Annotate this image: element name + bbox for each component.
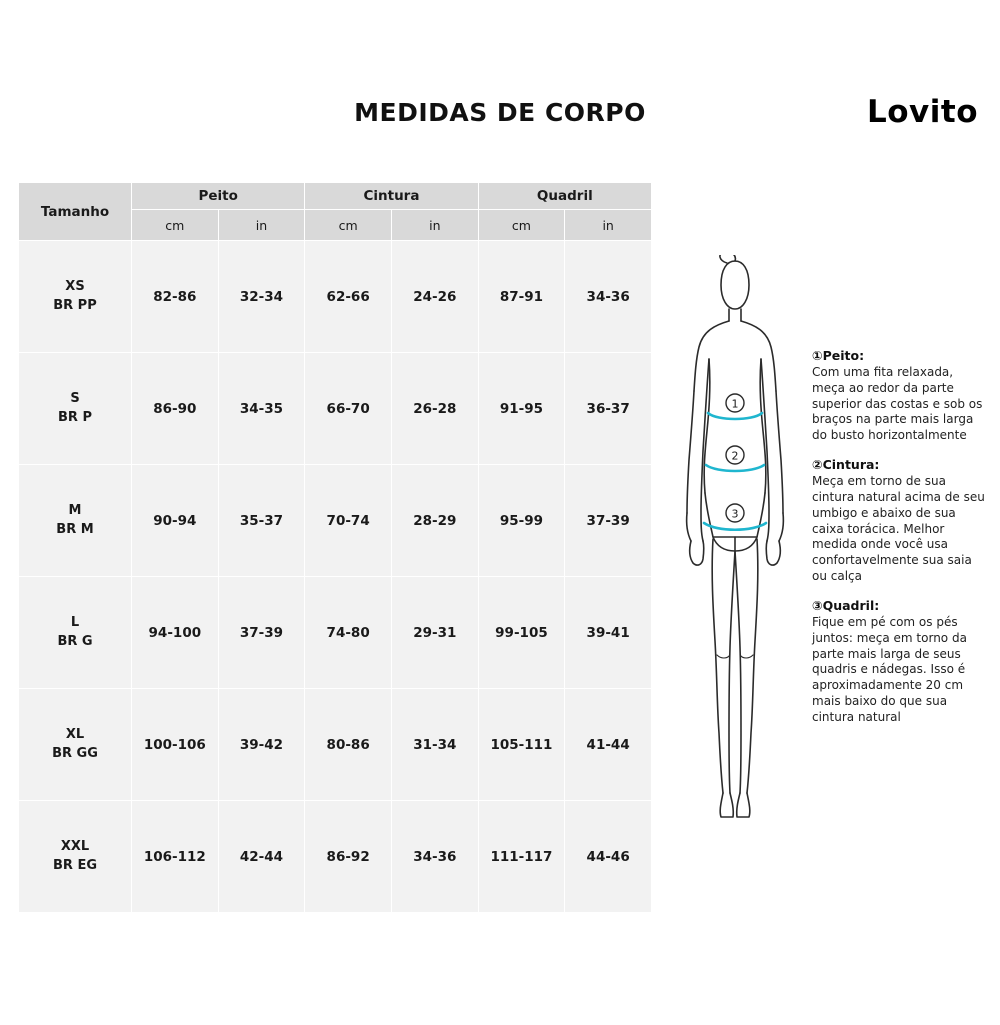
cell-chest-in: 37-39: [218, 577, 305, 689]
header-unit-waist-in: in: [391, 210, 478, 241]
table-row: [19, 465, 652, 577]
cell-waist-cm: 80-86: [305, 689, 392, 801]
size-chart-table: [18, 182, 652, 913]
cell-chest-cm: 86-90: [132, 353, 219, 465]
header-unit-chest-cm: cm: [132, 210, 219, 241]
cell-hip-cm: 99-105: [478, 577, 565, 689]
size-intl: S: [70, 390, 80, 406]
brand-logo: Lovito: [866, 94, 978, 130]
cell-waist-cm: 86-92: [305, 801, 392, 913]
cell-hip-in: 41-44: [565, 689, 652, 801]
cell-chest-cm: 106-112: [132, 801, 219, 913]
cell-hip-cm: 91-95: [478, 353, 565, 465]
header-unit-waist-cm: cm: [305, 210, 392, 241]
table-row: [19, 353, 652, 465]
size-br: BR G: [57, 633, 93, 649]
female-body-diagram-icon: [655, 255, 815, 855]
cell-waist-cm: 70-74: [305, 465, 392, 577]
marker-3: [726, 504, 744, 522]
cell-hip-in: 34-36: [565, 241, 652, 353]
cell-hip-in: 39-41: [565, 577, 652, 689]
cell-chest-in: 35-37: [218, 465, 305, 577]
cell-waist-in: 31-34: [391, 689, 478, 801]
table-row: [19, 577, 652, 689]
note-waist-title: ②Cintura:: [812, 457, 880, 473]
waist-measure-line: [706, 465, 764, 471]
svg-text:2: 2: [731, 449, 739, 463]
cell-waist-in: 24-26: [391, 241, 478, 353]
header-group-hip: Quadril: [478, 183, 651, 210]
chest-measure-line: [708, 413, 762, 419]
note-waist: [812, 457, 988, 585]
marker-1: [726, 394, 744, 412]
note-hip-body: Fique em pé com os pés juntos: meça em torno da parte mais larga de seus quadris e nádegas. Isso é aproximadamente 20 cm mais baixo do que sua cintura natural: [812, 614, 967, 724]
size-label-cell: [19, 353, 132, 465]
header-size-column: Tamanho: [19, 183, 132, 241]
note-chest: [812, 348, 988, 444]
cell-hip-cm: 87-91: [478, 241, 565, 353]
cell-hip-cm: 111-117: [478, 801, 565, 913]
cell-hip-in: 37-39: [565, 465, 652, 577]
size-intl: XL: [65, 726, 85, 742]
cell-waist-in: 29-31: [391, 577, 478, 689]
cell-chest-cm: 90-94: [132, 465, 219, 577]
table-row: [19, 689, 652, 801]
size-label-cell: [19, 465, 132, 577]
size-br: BR M: [56, 521, 94, 537]
size-label-cell: [19, 577, 132, 689]
cell-hip-cm: 95-99: [478, 465, 565, 577]
cell-waist-in: 34-36: [391, 801, 478, 913]
size-intl: M: [68, 502, 82, 518]
size-intl: XXL: [60, 838, 90, 854]
cell-hip-in: 44-46: [565, 801, 652, 913]
marker-2: [726, 446, 744, 464]
size-label-cell: [19, 801, 132, 913]
table-row: [19, 801, 652, 913]
cell-chest-cm: 100-106: [132, 689, 219, 801]
cell-hip-cm: 105-111: [478, 689, 565, 801]
header-unit-hip-in: in: [565, 210, 652, 241]
size-br: BR P: [58, 409, 92, 425]
cell-chest-in: 34-35: [218, 353, 305, 465]
cell-waist-cm: 74-80: [305, 577, 392, 689]
cell-hip-in: 36-37: [565, 353, 652, 465]
measurement-instructions: [812, 348, 988, 739]
note-chest-body: Com uma fita relaxada, meça ao redor da parte superior das costas e sob os braços na parte mais larga do busto horizontalmente: [812, 365, 983, 443]
size-label-cell: [19, 241, 132, 353]
table-header-group-row: [19, 183, 652, 210]
header-group-chest: Peito: [132, 183, 305, 210]
cell-chest-in: 39-42: [218, 689, 305, 801]
note-waist-body: Meça em torno de sua cintura natural acima de seu umbigo e abaixo de sua caixa torácica. Melhor medida onde você usa confortavelmente sua saia ou calça: [812, 474, 985, 584]
svg-text:3: 3: [731, 507, 739, 521]
body-figure: [655, 255, 815, 855]
size-label-cell: [19, 689, 132, 801]
cell-chest-cm: 82-86: [132, 241, 219, 353]
size-br: BR EG: [53, 857, 97, 873]
note-hip-title: ③Quadril:: [812, 597, 880, 613]
size-br: BR GG: [52, 745, 98, 761]
header-group-waist: Cintura: [305, 183, 478, 210]
table-row: [19, 241, 652, 353]
note-hip: [812, 598, 988, 726]
size-intl: L: [70, 614, 80, 630]
header-unit-chest-in: in: [218, 210, 305, 241]
cell-chest-cm: 94-100: [132, 577, 219, 689]
page-header: [0, 94, 1000, 144]
size-br: BR PP: [53, 297, 97, 313]
svg-text:1: 1: [731, 397, 739, 411]
note-chest-title: ①Peito:: [812, 348, 865, 363]
page-title: MEDIDAS DE CORPO: [354, 98, 646, 127]
cell-chest-in: 32-34: [218, 241, 305, 353]
cell-chest-in: 42-44: [218, 801, 305, 913]
cell-waist-in: 26-28: [391, 353, 478, 465]
cell-waist-cm: 62-66: [305, 241, 392, 353]
cell-waist-in: 28-29: [391, 465, 478, 577]
cell-waist-cm: 66-70: [305, 353, 392, 465]
hip-measure-line: [704, 523, 766, 530]
header-unit-hip-cm: cm: [478, 210, 565, 241]
size-intl: XS: [65, 278, 85, 294]
